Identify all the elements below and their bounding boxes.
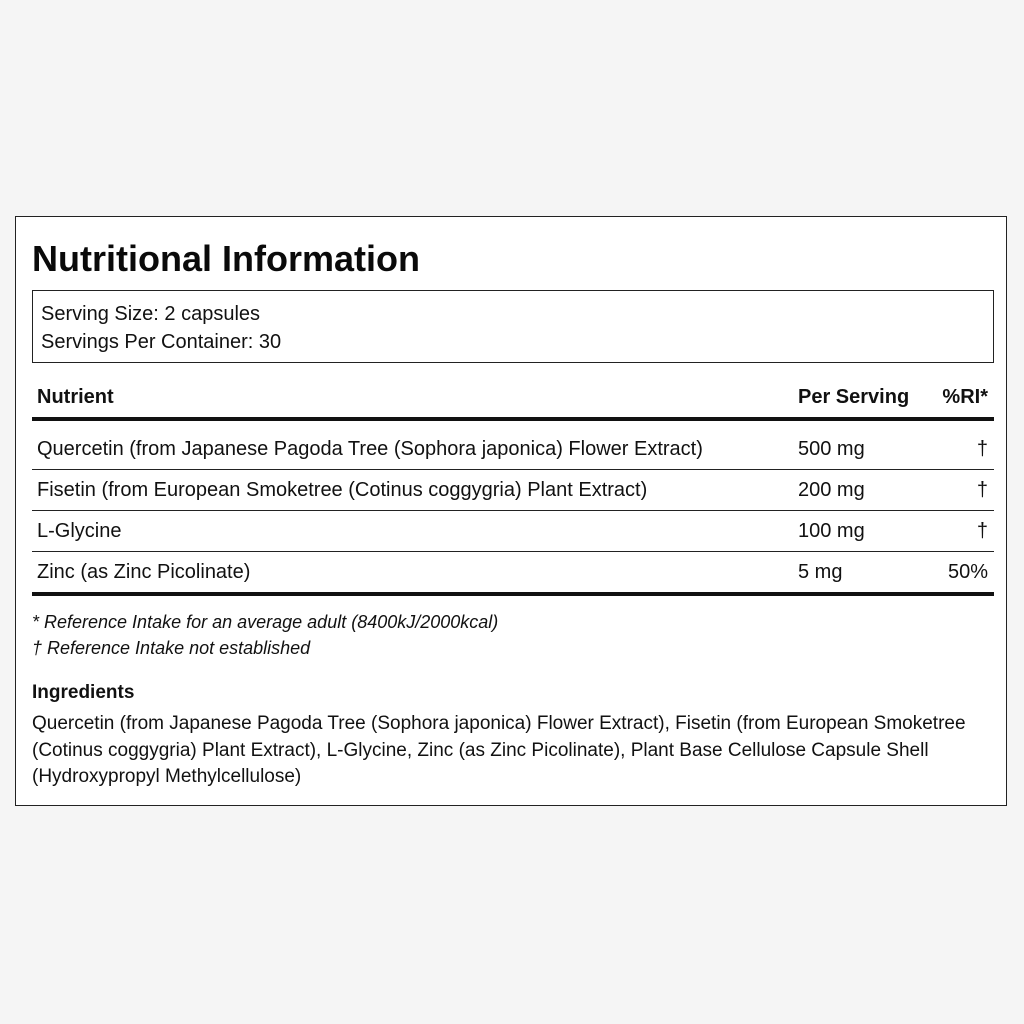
nutrient-amount: 200 mg xyxy=(798,479,865,501)
footnote-ri-not-established: † Reference Intake not established xyxy=(32,638,311,658)
nutrient-amount: 500 mg xyxy=(798,438,865,460)
footnote-ri-definition: * Reference Intake for an average adult (8400kJ/2000kcal) xyxy=(32,612,499,632)
table-row xyxy=(32,552,994,596)
table-row xyxy=(32,470,994,511)
nutrient-ri: 50% xyxy=(947,561,988,583)
footnotes xyxy=(32,609,498,661)
table-header-row xyxy=(32,377,994,421)
table-row xyxy=(32,511,994,552)
nutrient-ri: † xyxy=(976,479,988,501)
nutrient-name: Fisetin (from European Smoketree (Cotinus coggygria) Plant Extract) xyxy=(37,479,648,501)
table-row xyxy=(32,429,994,470)
header-per-serving: Per Serving xyxy=(798,386,910,408)
header-nutrient: Nutrient xyxy=(37,386,114,408)
serving-size: Serving Size: 2 capsules xyxy=(41,303,261,325)
nutrient-name: Zinc (as Zinc Picolinate) xyxy=(37,561,251,583)
ingredients-text: Quercetin (from Japanese Pagoda Tree (Sophora japonica) Flower Extract), Fisetin (from European Smoketree (Cotinus coggygria) Plant Extract), L-Glycine, Zinc (as Zinc Picolinate), Plant Base Cellulose Capsule Shell (Hydroxypropyl Methylcellulose) xyxy=(32,713,966,787)
header-ri: %RI* xyxy=(942,386,988,408)
nutrient-amount: 5 mg xyxy=(798,561,843,583)
nutrient-amount: 100 mg xyxy=(798,520,865,542)
nutrient-ri: † xyxy=(976,438,988,460)
servings-per-container: Servings Per Container: 30 xyxy=(41,331,282,353)
serving-info-box xyxy=(32,290,994,363)
nutrient-name: Quercetin (from Japanese Pagoda Tree (Sophora japonica) Flower Extract) xyxy=(37,438,703,460)
nutrient-table xyxy=(32,377,994,596)
panel-title: Nutritional Information xyxy=(32,238,420,279)
nutrient-name: L-Glycine xyxy=(37,520,122,542)
nutrition-panel xyxy=(15,216,1007,806)
ingredients-heading: Ingredients xyxy=(32,682,135,703)
nutrient-ri: † xyxy=(976,520,988,542)
